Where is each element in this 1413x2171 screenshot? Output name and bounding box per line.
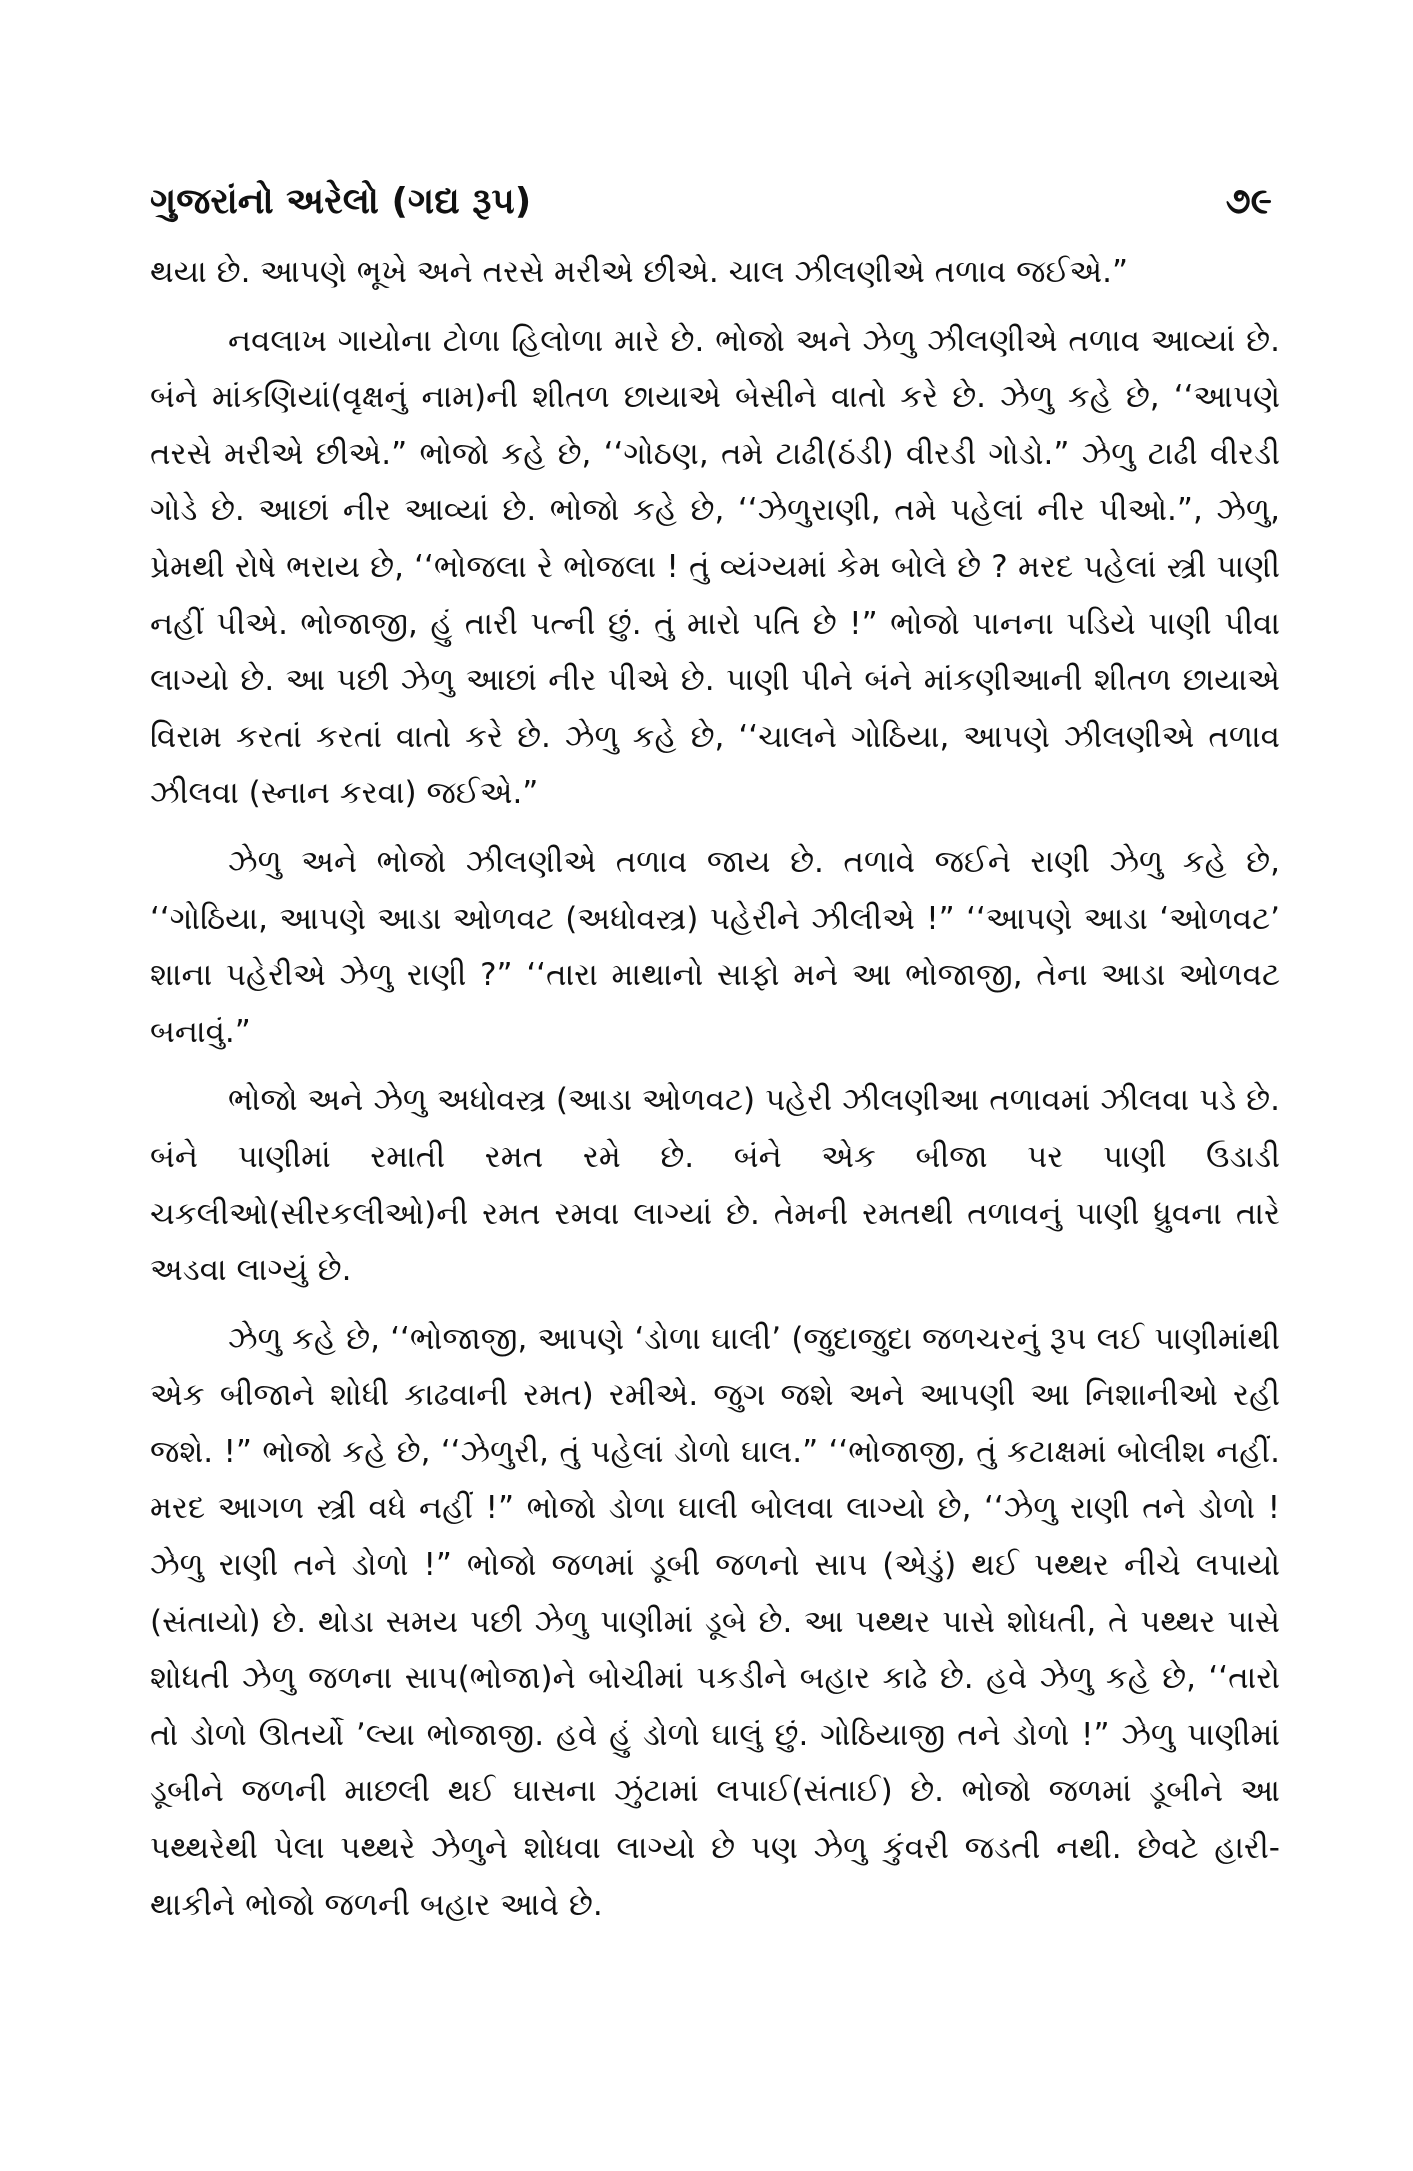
- running-header: [150, 178, 1280, 226]
- running-title: ગુજરાંનો અરેલો (ગદ્ય રૂપ): [150, 181, 532, 222]
- body-text: [150, 244, 1280, 1933]
- paragraph-continuation: થયા છે. આપણે ભૂખે અને તરસે મરીએ છીએ. ચાલ ઝીલણીએ તળાવ જઈએ.”: [150, 254, 1129, 290]
- paragraph: ભોજો અને ઝેળુ અધોવસ્ત્ર (આડા ઓળવટ) પહેરી ઝીલણીઆ તળાવમાં ઝીલવા પડે છે. બંને પાણીમાં રમાતી રમત રમે છે. બંને એક બીજા પર પાણી ઉડાડી ચકલીઓ(સીરકલીઓ)ની રમત રમવા લાગ્યાં છે. તેમની રમતથી તળાવનું પાણી ધ્રુવના તારે અડવા લાગ્યું છે.: [150, 1082, 1280, 1289]
- paragraph: ઝેળુ કહે છે, ‘‘ભોજાજી, આપણે ‘ડોળા ઘાલી’ (જુદાજુદા જળચરનું રૂપ લઈ પાણીમાંથી એક બીજાને શોધી કાઢવાની રમત) રમીએ. જુગ જશે અને આપણી આ નિશાનીઓ રહી જશે. !” ભોજો કહે છે, ‘‘ઝેળુરી, તું પહેલાં ડોળો ઘાલ.” ‘‘ભોજાજી, તું કટાક્ષમાં બોલીશ નહીં. મરદ આગળ સ્ત્રી વધે નહીં !” ભોજો ડોળા ઘાલી બોલવા લાગ્યો છે, ‘‘ઝેળુ રાણી તને ડોળો ! ઝેળુ રાણી તને ડોળો !” ભોજો જળમાં ડૂબી જળનો સાપ (એડું) થઈ પથ્થર નીચે લપાયો (સંતાયો) છે. થોડા સમય પછી ઝેળુ પાણીમાં ડૂબે છે. આ પથ્થર પાસે શોધતી, તે પથ્થર પાસે શોધતી ઝેળુ જળના સાપ(ભોજા)ને બોચીમાં પકડીને બહાર કાઢે છે. હવે ઝેળુ કહે છે, ‘‘તારો તો ડોળો ઊતર્યો ’લ્યા ભોજાજી. હવે હું ડોળો ઘાલું છું. ગોઠિયાજી તને ડોળો !” ઝેળુ પાણીમાં ડૂબીને જળની માછલી થઈ ઘાસના ઝુંટામાં લપાઈ(સંતાઈ) છે. ભોજો જળમાં ડૂબીને આ પથ્થરેથી પેલા પથ્થરે ઝેળુને શોધવા લાગ્યો છે પણ ઝેળુ કુંવરી જડતી નથી. છેવટે હારી-થાકીને ભોજો જળની બહાર આવે છે.: [150, 1320, 1280, 1923]
- page-number: ૭૯: [1225, 181, 1272, 222]
- paragraph: નવલાખ ગાયોના ટોળા હિલોળા મારે છે. ભોજો અને ઝેળુ ઝીલણીએ તળાવ આવ્યાં છે. બંને માંકણિયાં(વૃક્ષનું નામ)ની શીતળ છાયાએ બેસીને વાતો કરે છે. ઝેળુ કહે છે, ‘‘આપણે તરસે મરીએ છીએ.” ભોજો કહે છે, ‘‘ગોઠણ, તમે ટાઢી(ઠંડી) વીરડી ગોડો.” ઝેળુ ટાઢી વીરડી ગોડે છે. આછાં નીર આવ્યાં છે. ભોજો કહે છે, ‘‘ઝેળુરાણી, તમે પહેલાં નીર પીઓ.”, ઝેળુ, પ્રેમથી રોષે ભરાય છે, ‘‘ભોજલા રે ભોજલા ! તું વ્યંગ્યમાં કેમ બોલે છે ? મરદ પહેલાં સ્ત્રી પાણી નહીં પીએ. ભોજાજી, હું તારી પત્ની છું. તું મારો પતિ છે !” ભોજો પાનના પડિયે પાણી પીવા લાગ્યો છે. આ પછી ઝેળુ આછાં નીર પીએ છે. પાણી પીને બંને માંકણીઆની શીતળ છાયાએ વિરામ કરતાં કરતાં વાતો કરે છે. ઝેળુ કહે છે, ‘‘ચાલને ગોઠિયા, આપણે ઝીલણીએ તળાવ ઝીલવા (સ્નાન કરવા) જઈએ.”: [150, 322, 1280, 812]
- book-page: [150, 178, 1280, 1945]
- paragraph: ઝેળુ અને ભોજો ઝીલણીએ તળાવ જાય છે. તળાવે જઈને રાણી ઝેળુ કહે છે, ‘‘ગોઠિયા, આપણે આડા ઓળવટ (અધોવસ્ત્ર) પહેરીને ઝીલીએ !” ‘‘આપણે આડા ‘ઓળવટ’ શાના પહેરીએ ઝેળુ રાણી ?” ‘‘તારા માથાનો સાફો મને આ ભોજાજી, તેના આડા ઓળવટ બનાવું.”: [150, 843, 1280, 1050]
